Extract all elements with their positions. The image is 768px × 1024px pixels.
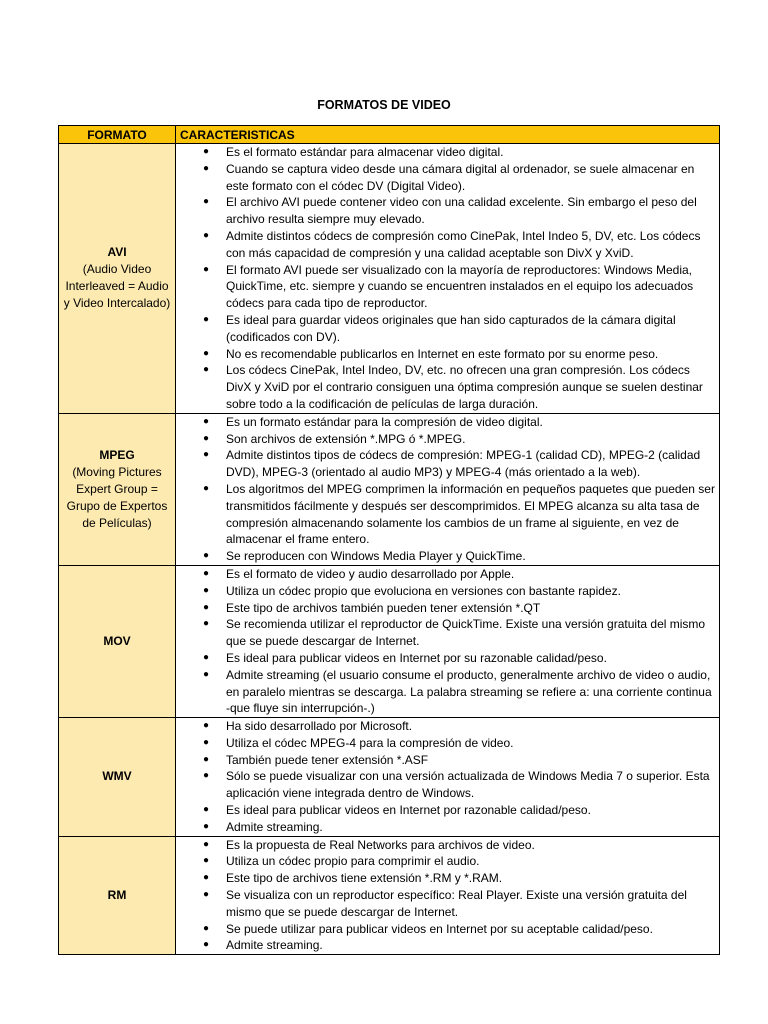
list-item <box>176 768 719 802</box>
list-item-text: Son archivos de extensión *.MPG ó *.MPEG. <box>226 431 466 446</box>
table-row <box>59 836 720 955</box>
bullet-icon: ● <box>203 432 210 444</box>
list-item <box>176 600 719 617</box>
list-item-text: Utiliza el códec MPEG-4 para la compresión de video. <box>226 735 514 750</box>
list-item <box>176 870 719 887</box>
bullet-icon: ● <box>203 651 210 663</box>
list-item-text: El formato AVI puede ser visualizado con la mayoría de reproductores: Windows Media, QuickTime, etc. siempre y cuando se encuentren instalados en el equipo los adecuados códecs para cada tipo de reproductor. <box>226 262 694 311</box>
formats-table <box>58 125 720 955</box>
format-name: MPEG <box>99 447 135 462</box>
bullet-icon: ● <box>203 838 210 850</box>
list-item <box>176 414 719 431</box>
list-item <box>176 735 719 752</box>
list-item-text: Admite streaming (el usuario consume el producto, generalmente archivo de video o audio, en paralelo mientras se descarga. La palabra streaming se refiere a: una corriente continua -que fluye sin interrupción-.) <box>226 667 712 716</box>
format-cell <box>59 718 176 837</box>
list-item-text: Utiliza un códec propio para comprimir el audio. <box>226 854 480 869</box>
list-item <box>176 228 719 262</box>
list-item-text: Los algoritmos del MPEG comprimen la información en pequeños paquetes que pueden ser transmitidos fácilmente y después ser descomprimidos. El MPEG alcanza su alta tasa de compresión almacenando solamente los cambios de un frame al siguiente, en vez de almacenar el frame entero. <box>226 481 715 547</box>
bullet-icon: ● <box>203 229 210 241</box>
list-item <box>176 194 719 228</box>
bullet-icon: ● <box>203 770 210 782</box>
list-item-text: Es un formato estándar para la compresión de video digital. <box>226 414 543 429</box>
list-item <box>176 837 719 854</box>
list-item <box>176 887 719 921</box>
bullet-icon: ● <box>203 162 210 174</box>
format-name: WMV <box>102 769 132 784</box>
list-item <box>176 667 719 717</box>
bullet-icon: ● <box>203 939 210 951</box>
bullet-icon: ● <box>203 601 210 613</box>
table-body <box>59 144 720 955</box>
format-cell <box>59 144 176 414</box>
bullet-icon: ● <box>203 618 210 630</box>
list-item <box>176 566 719 583</box>
characteristics-list <box>176 414 719 565</box>
list-item-text: Es ideal para guardar videos originales que han sido capturados de la cámara digital (codificados con DV). <box>226 312 676 344</box>
list-item-text: Se reproducen con Windows Media Player y QuickTime. <box>226 549 526 564</box>
header-format: FORMATO <box>59 126 176 144</box>
list-item-text: El archivo AVI puede contener video con una calidad excelente. Sin embargo el peso del archivo resulta siempre muy elevado. <box>226 195 697 227</box>
list-item-text: Es ideal para publicar videos en Internet por su razonable calidad/peso. <box>226 650 607 665</box>
bullet-icon: ● <box>203 146 210 157</box>
list-item-text: Este tipo de archivos tiene extensión *.RM y *.RAM. <box>226 871 503 886</box>
bullet-icon: ● <box>203 550 210 562</box>
list-item <box>176 161 719 195</box>
list-item <box>176 752 719 769</box>
list-item <box>176 921 719 938</box>
list-item-text: Es el formato de video y audio desarrollado por Apple. <box>226 566 515 581</box>
list-item <box>176 312 719 346</box>
characteristics-cell <box>176 413 720 565</box>
format-description: (Audio Video Interleaved = Audio y Video Intercalado) <box>63 262 171 311</box>
bullet-icon: ● <box>203 196 210 208</box>
list-item <box>176 144 719 161</box>
list-item <box>176 262 719 312</box>
bullet-icon: ● <box>203 720 210 732</box>
list-item <box>176 819 719 836</box>
bullet-icon: ● <box>203 449 210 461</box>
list-item <box>176 431 719 448</box>
list-item-text: Los códecs CinePak, Intel Indeo, DV, etc. no ofrecen una gran compresión. Los códecs DivX y XviD por el contrario consiguen una óptima compresión aunque se suelen destinar sobre todo a la codificación de películas de larga duración. <box>226 363 703 411</box>
list-item <box>176 481 719 548</box>
list-item-text: Es ideal para publicar videos en Internet por razonable calidad/peso. <box>226 803 591 818</box>
bullet-icon: ● <box>203 855 210 867</box>
bullet-icon: ● <box>203 415 210 427</box>
bullet-icon: ● <box>203 347 210 359</box>
format-cell <box>59 565 176 717</box>
bullet-icon: ● <box>203 753 210 765</box>
bullet-icon: ● <box>203 364 210 376</box>
list-item-text: Ha sido desarrollado por Microsoft. <box>226 719 413 734</box>
header-characteristics: CARACTERISTICAS <box>176 126 720 144</box>
list-item-text: No es recomendable publicarlos en Internet en este formato por su enorme peso. <box>226 346 659 361</box>
bullet-icon: ● <box>203 584 210 596</box>
list-item <box>176 650 719 667</box>
list-item-text: Este tipo de archivos también pueden tener extensión *.QT <box>226 600 541 615</box>
list-item-text: Cuando se captura video desde una cámara digital al ordenador, se suele almacenar en este formato con el códec DV (Digital Video). <box>226 161 695 193</box>
list-item <box>176 447 719 481</box>
bullet-icon: ● <box>203 922 210 934</box>
list-item-text: También puede tener extensión *.ASF <box>226 752 429 767</box>
bullet-icon: ● <box>203 482 210 494</box>
table-row <box>59 565 720 717</box>
list-item <box>176 346 719 363</box>
characteristics-cell <box>176 144 720 414</box>
table-header-row <box>59 126 720 144</box>
list-item <box>176 718 719 735</box>
list-item-text: Sólo se puede visualizar con una versión actualizada de Windows Media 7 o superior. Esta aplicación viene integrada dentro de Windows. <box>226 769 710 801</box>
list-item-text: Utiliza un códec propio que evoluciona en versiones con bastante rapidez. <box>226 583 621 598</box>
table-row <box>59 413 720 565</box>
list-item <box>176 583 719 600</box>
format-name: RM <box>107 887 127 902</box>
list-item <box>176 362 719 412</box>
format-description: (Moving Pictures Expert Group = Grupo de Expertos de Películas) <box>66 464 168 530</box>
format-name: AVI <box>107 245 127 260</box>
bullet-icon: ● <box>203 668 210 680</box>
list-item-text: Admite streaming. <box>226 819 323 834</box>
list-item <box>176 937 719 954</box>
page-title: FORMATOS DE VIDEO <box>317 98 451 112</box>
format-name: MOV <box>103 634 131 648</box>
list-item-text: Se puede utilizar para publicar videos en Internet por su aceptable calidad/peso. <box>226 921 653 936</box>
table-row <box>59 718 720 837</box>
list-item-text: Admite distintos códecs de compresión como CinePak, Intel Indeo 5, DV, etc. Los códecs con más capacidad de compresión y una calidad aceptable son DivX y XviD. <box>226 228 701 260</box>
format-cell <box>59 413 176 565</box>
bullet-icon: ● <box>203 736 210 748</box>
list-item-text: Admite distintos tipos de códecs de compresión: MPEG-1 (calidad CD), MPEG-2 (calidad DVD), MPEG-3 (orientado al audio MP3) y MPEG-4 (más orientado a la web). <box>226 448 701 480</box>
format-cell <box>59 836 176 955</box>
table-row <box>59 144 720 414</box>
list-item <box>176 616 719 650</box>
characteristics-list <box>176 837 719 955</box>
characteristics-list <box>176 144 719 413</box>
list-item-text: Se visualiza con un reproductor específico: Real Player. Existe una versión gratuita del mismo que se puede descargar de Internet. <box>226 888 687 919</box>
characteristics-cell <box>176 836 720 955</box>
list-item <box>176 802 719 819</box>
bullet-icon: ● <box>203 313 210 325</box>
characteristics-list <box>176 566 719 717</box>
list-item <box>176 548 719 565</box>
characteristics-list <box>176 718 719 836</box>
bullet-icon: ● <box>203 820 210 832</box>
list-item-text: Es la propuesta de Real Networks para archivos de video. <box>226 837 535 852</box>
bullet-icon: ● <box>203 872 210 884</box>
bullet-icon: ● <box>203 263 210 275</box>
list-item <box>176 853 719 870</box>
bullet-icon: ● <box>203 889 210 901</box>
characteristics-cell <box>176 718 720 837</box>
list-item-text: Se recomienda utilizar el reproductor de QuickTime. Existe una versión gratuita del mismo que se puede descargar de Internet. <box>226 617 706 649</box>
bullet-icon: ● <box>203 804 210 816</box>
characteristics-cell <box>176 565 720 717</box>
list-item-text: Es el formato estándar para almacenar video digital. <box>226 145 504 159</box>
bullet-icon: ● <box>203 567 210 579</box>
list-item-text: Admite streaming. <box>226 938 323 953</box>
